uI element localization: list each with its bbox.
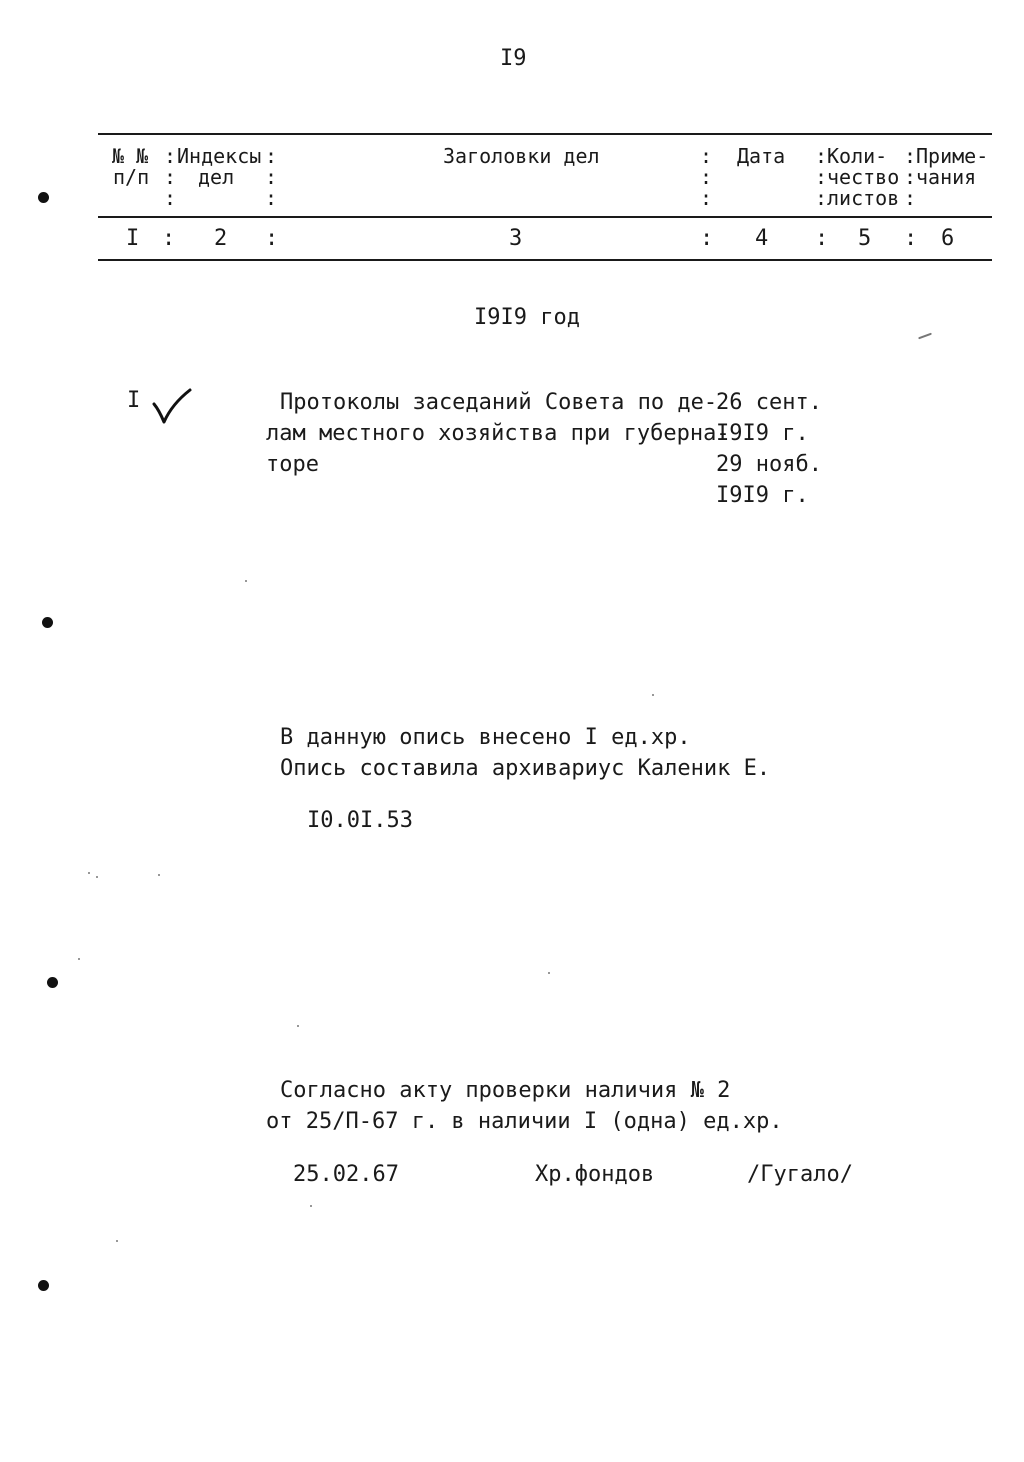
header-bottom-rule: [98, 259, 992, 261]
entry-number: I: [127, 388, 141, 413]
header-separator: : : :: [904, 144, 917, 210]
summary-date: I0.0I.53: [307, 808, 413, 833]
punch-hole: [38, 1280, 49, 1291]
header-col-title: Заголовки дел: [443, 144, 600, 168]
summary-compiler: Опись составила архивариус Каленик Е.: [280, 756, 771, 781]
scan-speck: [158, 874, 160, 876]
header-top-rule: [98, 133, 992, 135]
scan-speck: [548, 972, 550, 974]
punch-hole: [42, 617, 53, 628]
header-separator: : : :: [700, 144, 713, 210]
header-col-date: Дата: [737, 144, 786, 168]
scan-speck: [78, 958, 80, 960]
scan-speck: [116, 1240, 118, 1242]
header-separator: : : :: [164, 144, 177, 210]
verification-signature: /Гугало/: [747, 1162, 853, 1187]
scan-speck: [245, 580, 247, 582]
scan-speck: [918, 333, 932, 340]
scan-speck: [88, 872, 90, 874]
page-number: I9: [500, 46, 527, 71]
verification-date: 25.02.67: [293, 1162, 399, 1187]
verification-position: Хр.фондов: [535, 1162, 655, 1187]
check-mark-icon: [150, 386, 194, 426]
header-middle-rule: [98, 216, 992, 218]
punch-hole: [47, 977, 58, 988]
summary-count: В данную опись внесено I ед.хр.: [280, 725, 691, 750]
punch-hole: [38, 192, 49, 203]
scan-speck: [297, 1025, 299, 1027]
scan-speck: [310, 1205, 312, 1207]
verification-line-1: Согласно акту проверки наличия № 2: [280, 1078, 731, 1103]
header-separator: : : :: [815, 144, 828, 210]
verification-line-2: от 25/П-67 г. в наличии I (одна) ед.хр.: [266, 1109, 783, 1134]
header-separator: : : :: [265, 144, 278, 210]
scan-speck: [652, 694, 654, 696]
year-heading: I9I9 год: [474, 305, 580, 330]
scan-speck: [96, 876, 98, 878]
